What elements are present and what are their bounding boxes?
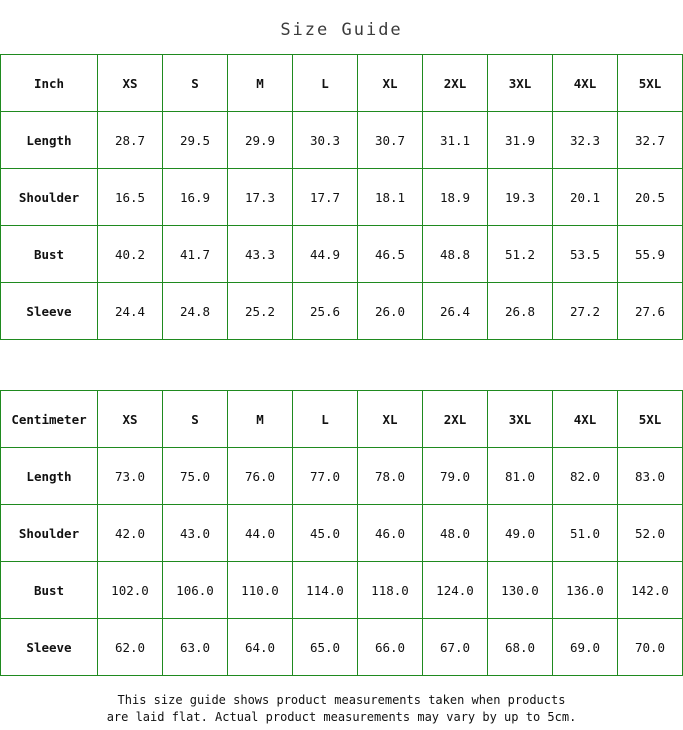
cell-cm-shoulder-l: 45.0	[293, 505, 358, 562]
cell-inch-length-m: 29.9	[228, 112, 293, 169]
cell-inch-sleeve-m: 25.2	[228, 283, 293, 340]
unit-header: Inch	[1, 55, 98, 112]
cell-inch-length-l: 30.3	[293, 112, 358, 169]
cell-cm-sleeve-4xl: 69.0	[553, 619, 618, 676]
footnote-line-2: are laid flat. Actual product measurements may vary by up to 5cm.	[106, 710, 577, 724]
row-label-sleeve: Sleeve	[1, 283, 98, 340]
footnote-line-1: This size guide shows product measurements taken when products	[117, 693, 566, 707]
size-header-5xl: 5XL	[618, 55, 683, 112]
row-label-shoulder: Shoulder	[1, 505, 98, 562]
table-row	[1, 112, 683, 169]
cell-cm-sleeve-2xl: 67.0	[423, 619, 488, 676]
size-header-2xl: 2XL	[423, 391, 488, 448]
cell-inch-shoulder-xl: 18.1	[358, 169, 423, 226]
row-label-sleeve: Sleeve	[1, 619, 98, 676]
size-header-xs: XS	[98, 55, 163, 112]
table-row	[1, 562, 683, 619]
unit-header: Centimeter	[1, 391, 98, 448]
cell-cm-bust-4xl: 136.0	[553, 562, 618, 619]
table-row	[1, 448, 683, 505]
cell-cm-sleeve-3xl: 68.0	[488, 619, 553, 676]
size-header-m: M	[228, 391, 293, 448]
cell-inch-length-s: 29.5	[163, 112, 228, 169]
footnote	[0, 676, 683, 726]
cell-inch-shoulder-l: 17.7	[293, 169, 358, 226]
cell-cm-sleeve-xs: 62.0	[98, 619, 163, 676]
size-header-s: S	[163, 55, 228, 112]
cell-cm-shoulder-s: 43.0	[163, 505, 228, 562]
cell-cm-bust-s: 106.0	[163, 562, 228, 619]
cell-cm-bust-3xl: 130.0	[488, 562, 553, 619]
cell-inch-bust-m: 43.3	[228, 226, 293, 283]
cell-inch-sleeve-4xl: 27.2	[553, 283, 618, 340]
size-header-3xl: 3XL	[488, 391, 553, 448]
table-row	[1, 505, 683, 562]
cell-inch-shoulder-4xl: 20.1	[553, 169, 618, 226]
cell-inch-length-xl: 30.7	[358, 112, 423, 169]
size-header-3xl: 3XL	[488, 55, 553, 112]
table-row	[1, 283, 683, 340]
cell-inch-length-xs: 28.7	[98, 112, 163, 169]
cell-inch-bust-xl: 46.5	[358, 226, 423, 283]
size-header-4xl: 4XL	[553, 55, 618, 112]
cell-cm-length-xs: 73.0	[98, 448, 163, 505]
size-table-centimeter	[0, 390, 683, 676]
cell-cm-length-3xl: 81.0	[488, 448, 553, 505]
cell-inch-sleeve-3xl: 26.8	[488, 283, 553, 340]
cell-cm-shoulder-xl: 46.0	[358, 505, 423, 562]
cell-cm-length-m: 76.0	[228, 448, 293, 505]
cell-cm-length-l: 77.0	[293, 448, 358, 505]
cell-inch-bust-l: 44.9	[293, 226, 358, 283]
cell-cm-length-4xl: 82.0	[553, 448, 618, 505]
cell-cm-bust-xl: 118.0	[358, 562, 423, 619]
cell-inch-bust-4xl: 53.5	[553, 226, 618, 283]
size-header-2xl: 2XL	[423, 55, 488, 112]
cell-cm-sleeve-5xl: 70.0	[618, 619, 683, 676]
cell-inch-sleeve-5xl: 27.6	[618, 283, 683, 340]
cell-cm-length-s: 75.0	[163, 448, 228, 505]
cell-inch-sleeve-xl: 26.0	[358, 283, 423, 340]
cell-cm-shoulder-m: 44.0	[228, 505, 293, 562]
row-label-bust: Bust	[1, 562, 98, 619]
table-row	[1, 619, 683, 676]
cell-cm-length-xl: 78.0	[358, 448, 423, 505]
cell-cm-bust-2xl: 124.0	[423, 562, 488, 619]
cell-cm-shoulder-3xl: 49.0	[488, 505, 553, 562]
cell-cm-sleeve-xl: 66.0	[358, 619, 423, 676]
cell-cm-shoulder-2xl: 48.0	[423, 505, 488, 562]
cell-inch-length-4xl: 32.3	[553, 112, 618, 169]
size-header-l: L	[293, 391, 358, 448]
size-header-4xl: 4XL	[553, 391, 618, 448]
cell-cm-length-5xl: 83.0	[618, 448, 683, 505]
row-label-shoulder: Shoulder	[1, 169, 98, 226]
cell-cm-shoulder-xs: 42.0	[98, 505, 163, 562]
cell-inch-bust-3xl: 51.2	[488, 226, 553, 283]
cell-cm-sleeve-l: 65.0	[293, 619, 358, 676]
cell-inch-bust-5xl: 55.9	[618, 226, 683, 283]
cell-inch-sleeve-xs: 24.4	[98, 283, 163, 340]
page-title: Size Guide	[280, 20, 403, 40]
cell-inch-shoulder-3xl: 19.3	[488, 169, 553, 226]
row-label-length: Length	[1, 112, 98, 169]
table-header-row	[1, 55, 683, 112]
cell-cm-bust-m: 110.0	[228, 562, 293, 619]
cell-inch-bust-s: 41.7	[163, 226, 228, 283]
cell-cm-sleeve-m: 64.0	[228, 619, 293, 676]
cell-cm-shoulder-5xl: 52.0	[618, 505, 683, 562]
row-label-length: Length	[1, 448, 98, 505]
cell-inch-shoulder-s: 16.9	[163, 169, 228, 226]
table-row	[1, 169, 683, 226]
cell-inch-sleeve-2xl: 26.4	[423, 283, 488, 340]
size-header-xs: XS	[98, 391, 163, 448]
cell-inch-sleeve-l: 25.6	[293, 283, 358, 340]
cell-inch-length-5xl: 32.7	[618, 112, 683, 169]
cell-inch-shoulder-5xl: 20.5	[618, 169, 683, 226]
cell-inch-bust-2xl: 48.8	[423, 226, 488, 283]
cell-cm-bust-l: 114.0	[293, 562, 358, 619]
cell-inch-length-2xl: 31.1	[423, 112, 488, 169]
cell-inch-shoulder-xs: 16.5	[98, 169, 163, 226]
cell-inch-length-3xl: 31.9	[488, 112, 553, 169]
row-label-bust: Bust	[1, 226, 98, 283]
table-separator	[0, 340, 683, 390]
cell-cm-bust-5xl: 142.0	[618, 562, 683, 619]
cell-inch-shoulder-2xl: 18.9	[423, 169, 488, 226]
size-header-l: L	[293, 55, 358, 112]
cell-inch-bust-xs: 40.2	[98, 226, 163, 283]
cell-cm-length-2xl: 79.0	[423, 448, 488, 505]
table-header-row	[1, 391, 683, 448]
size-header-xl: XL	[358, 55, 423, 112]
table-row	[1, 226, 683, 283]
size-table-inch	[0, 54, 683, 340]
size-header-xl: XL	[358, 391, 423, 448]
size-header-s: S	[163, 391, 228, 448]
size-header-m: M	[228, 55, 293, 112]
cell-cm-sleeve-s: 63.0	[163, 619, 228, 676]
cell-cm-shoulder-4xl: 51.0	[553, 505, 618, 562]
cell-inch-sleeve-s: 24.8	[163, 283, 228, 340]
cell-cm-bust-xs: 102.0	[98, 562, 163, 619]
cell-inch-shoulder-m: 17.3	[228, 169, 293, 226]
size-header-5xl: 5XL	[618, 391, 683, 448]
